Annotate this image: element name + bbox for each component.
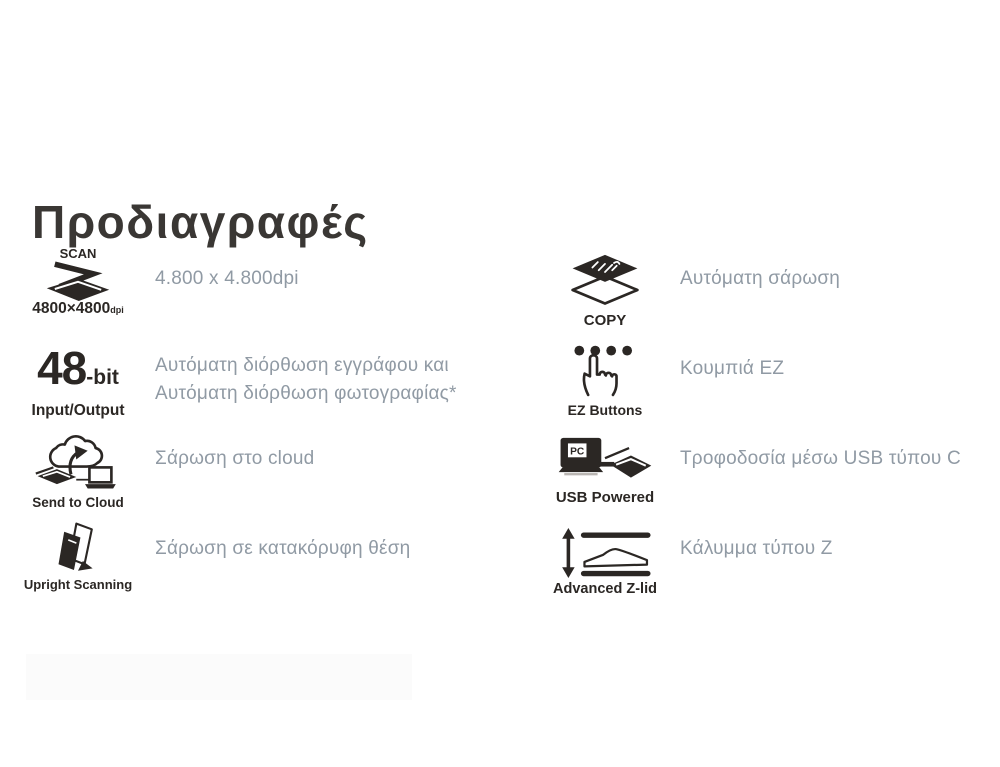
finger-press-buttons-icon [574, 343, 636, 399]
spec-text-auto-scan: Αυτόματη σάρωση [680, 268, 841, 289]
resolution-caption: 4800×4800dpi [32, 300, 124, 317]
usb-powered-caption: USB Powered [555, 489, 655, 506]
flatbed-scanner-icon [40, 261, 116, 301]
spec-text-line2: Αυτόματη διόρθωση φωτογραφίας* [155, 383, 457, 404]
copy-caption: COPY [583, 312, 627, 329]
stacked-copies-icon [569, 253, 641, 309]
send-to-cloud-icon [18, 434, 138, 510]
placeholder-bar [26, 654, 412, 700]
ez-buttons-icon [550, 343, 660, 418]
spec-text-usb-powered: Τροφοδοσία μέσω USB τύπου C [680, 448, 961, 469]
48bit-number: 48-bit [37, 342, 119, 394]
upright-scanning-icon [18, 522, 138, 592]
scan-4800-icon [18, 247, 138, 318]
48bit-icon [18, 342, 138, 420]
upright-scanner-icon [53, 522, 103, 574]
z-lid-arrow-icon [559, 528, 651, 578]
upright-scanning-caption: Upright Scanning [23, 577, 133, 592]
scan-icon-label: SCAN [59, 246, 97, 261]
pc-screen-label: PC [570, 446, 585, 458]
page-title: Προδιαγραφές [32, 195, 369, 248]
spec-text-upright: Σάρωση σε κατακόρυφη θέση [155, 538, 411, 559]
usb-powered-icon [548, 436, 662, 506]
send-to-cloud-caption: Send to Cloud [32, 495, 124, 510]
input-output-caption: Input/Output [31, 402, 125, 419]
copy-icon [550, 253, 660, 329]
spec-text-resolution: 4.800 x 4.800dpi [155, 268, 299, 289]
advanced-z-lid-caption: Advanced Z-lid [553, 581, 657, 597]
spec-text-z-lid: Κάλυμμα τύπου Z [680, 538, 833, 559]
cloud-scanner-laptop-icon [35, 434, 121, 492]
spec-text-cloud: Σάρωση στο cloud [155, 448, 315, 469]
ez-buttons-caption: EZ Buttons [567, 402, 643, 418]
spec-text-ez-buttons: Κουμπιά EZ [680, 358, 785, 379]
spec-text-auto-correction [155, 352, 457, 408]
advanced-z-lid-icon [548, 528, 662, 597]
pc-usb-scanner-icon [558, 436, 652, 486]
spec-text-line1: Αυτόματη διόρθωση εγγράφου και [155, 355, 449, 376]
